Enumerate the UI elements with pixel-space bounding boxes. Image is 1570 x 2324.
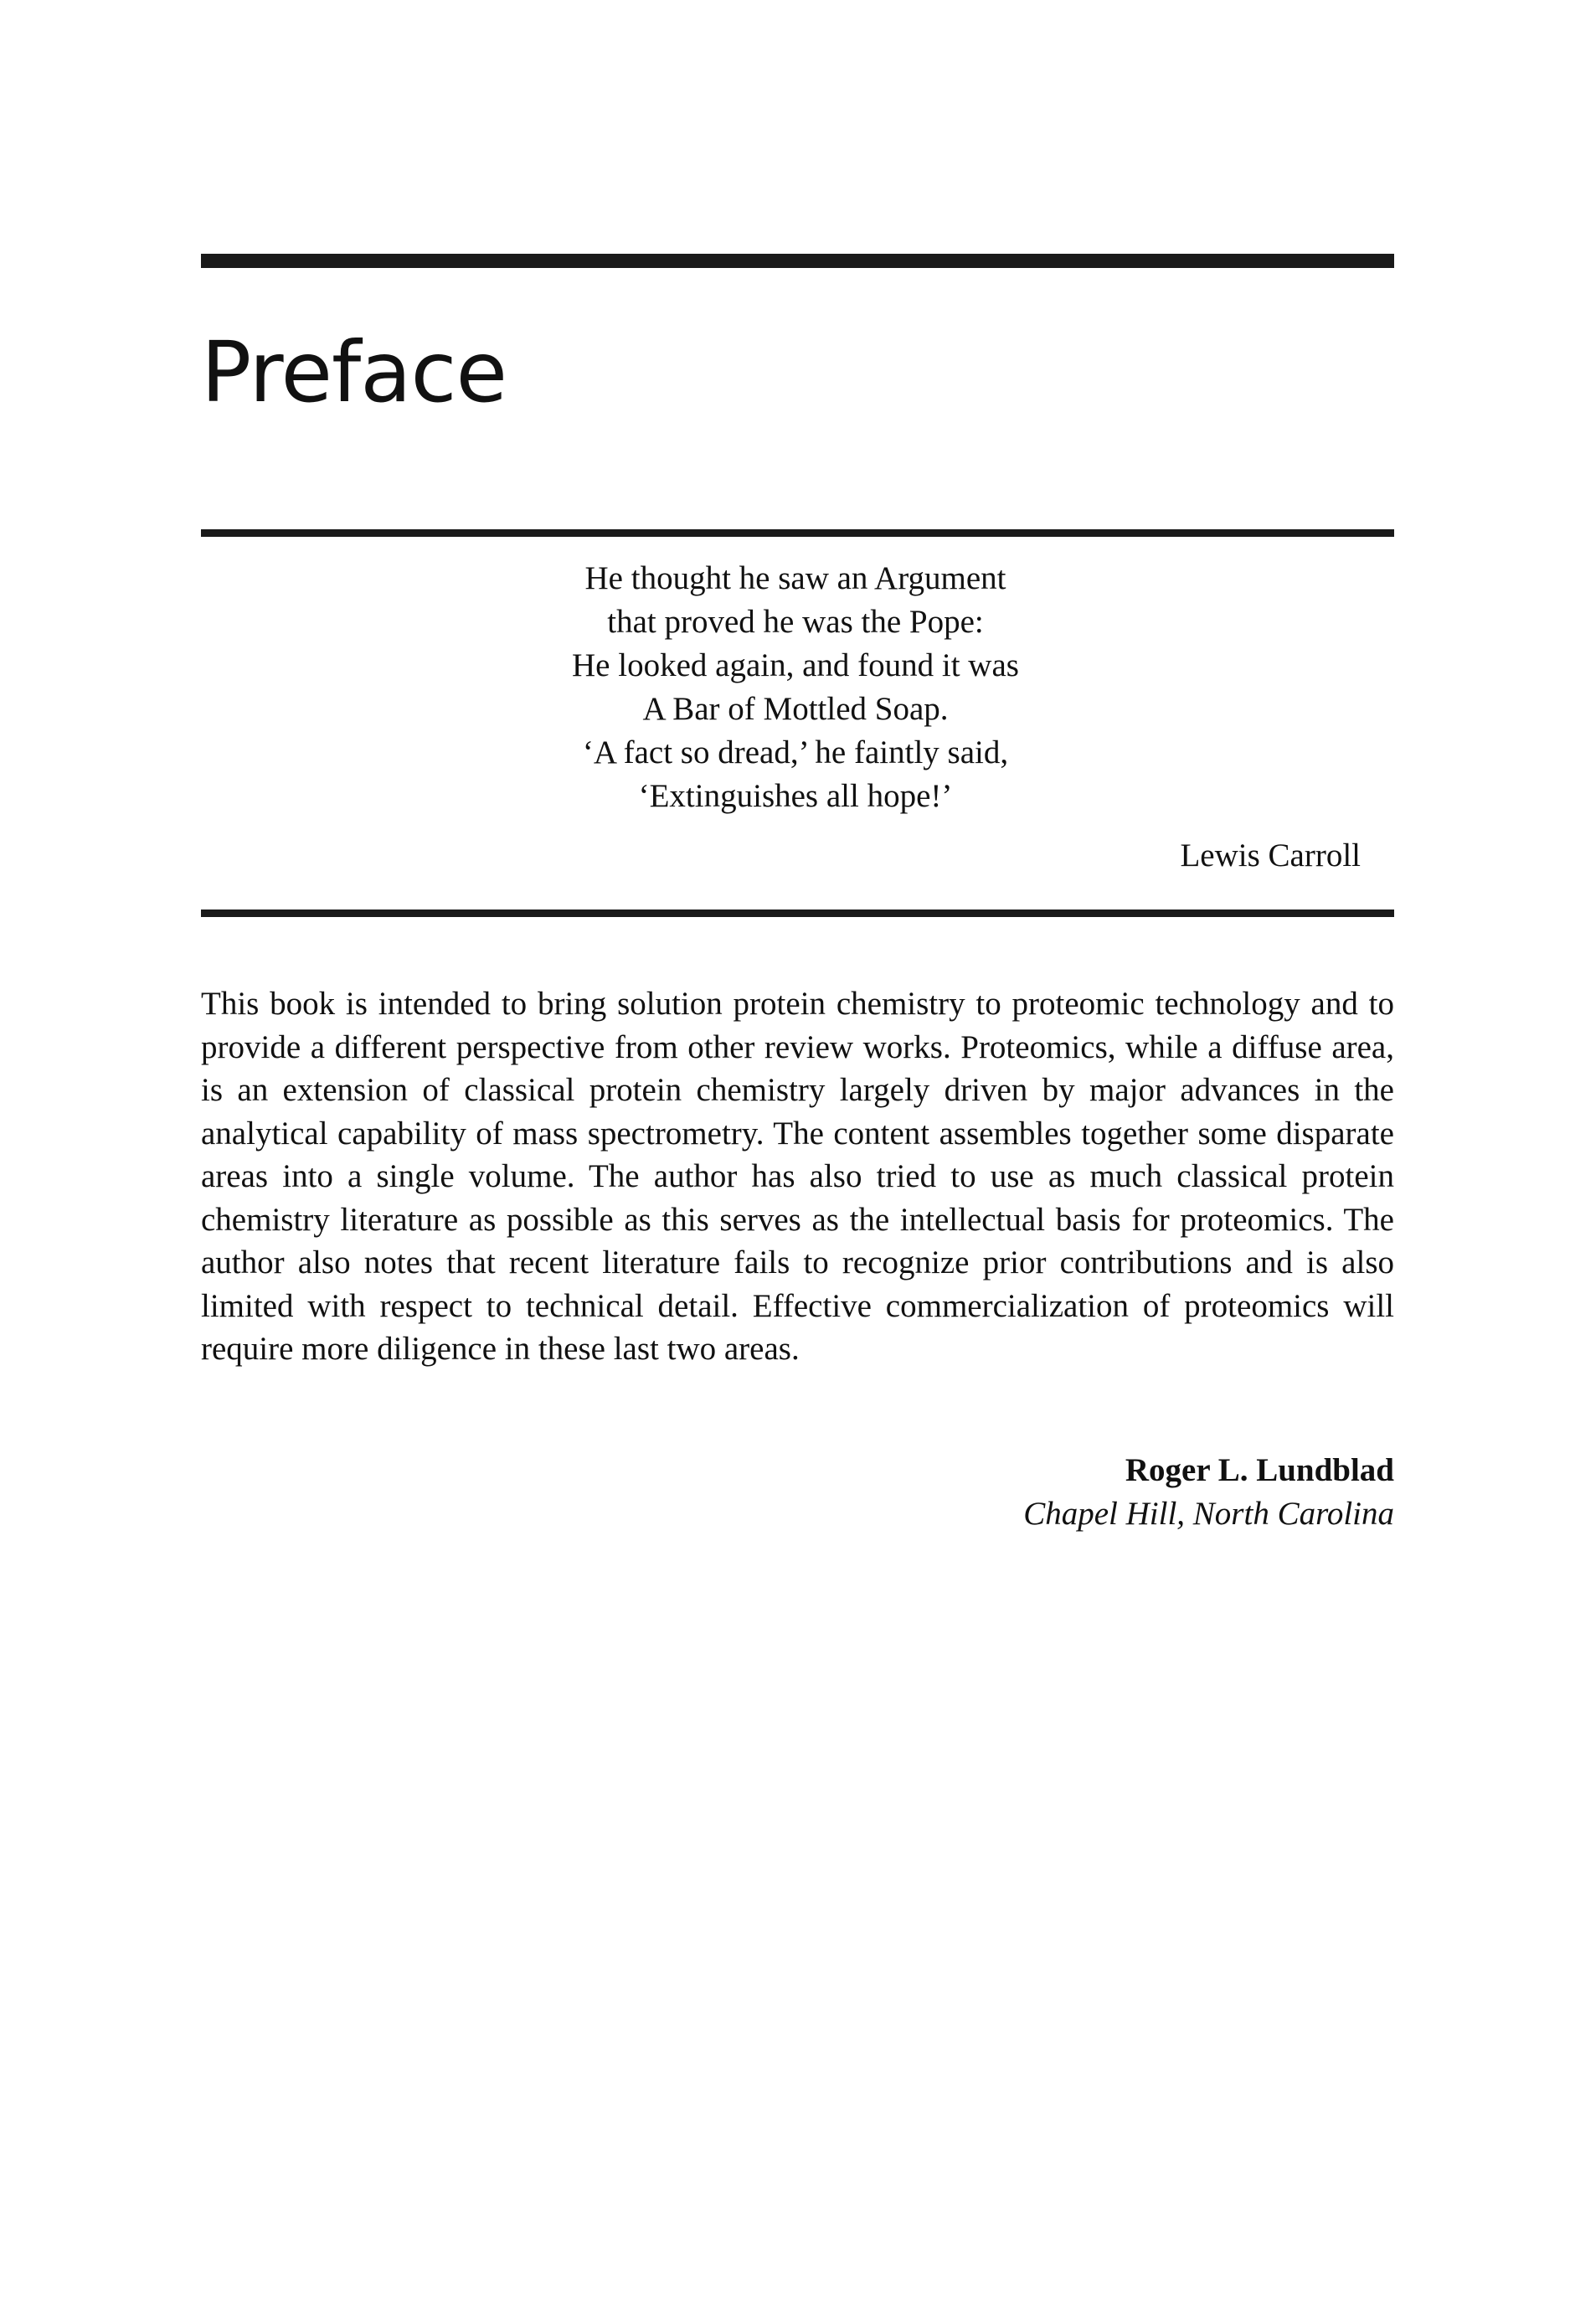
epigraph-line: He looked again, and found it was [572,647,1019,683]
author-name: Roger L. Lundblad [1125,1452,1394,1488]
epigraph-author: Lewis Carroll [1180,837,1361,873]
page-title: Preface [201,323,507,421]
epigraph-line: A Bar of Mottled Soap. [642,691,949,727]
epigraph-line: ‘A fact so dread,’ he faintly said, [582,734,1009,770]
title-rule [201,254,1394,268]
epigraph [469,557,1122,818]
epigraph-top-rule [201,529,1394,537]
epigraph-line: He thought he saw an Argument [584,560,1006,596]
epigraph-line: that proved he was the Pope: [607,604,984,640]
preface-paragraph: This book is intended to bring solution protein chemistry to proteomic technology and to provide a different perspective from other review works. Proteomics, while a diffuse area, is an extension of classical protein chemistry largely driven by major advances in the analytical capability of mass spectrometry. The content assembles together some disparate areas into a single volume. The author has also tried to use as much classical protein chemistry literature as possible as this serves as the intellectual basis for proteomics. The author also notes that recent literature fails to recognize prior contributions and is also limited with respect to technical detail. Effective commercialization of proteomics will require more diligence in these last two areas. [201,986,1394,1367]
signature [1023,1449,1394,1536]
author-location: Chapel Hill, North Carolina [1023,1496,1394,1532]
epigraph-bottom-rule [201,910,1394,917]
epigraph-line: ‘Extinguishes all hope!’ [638,778,953,814]
